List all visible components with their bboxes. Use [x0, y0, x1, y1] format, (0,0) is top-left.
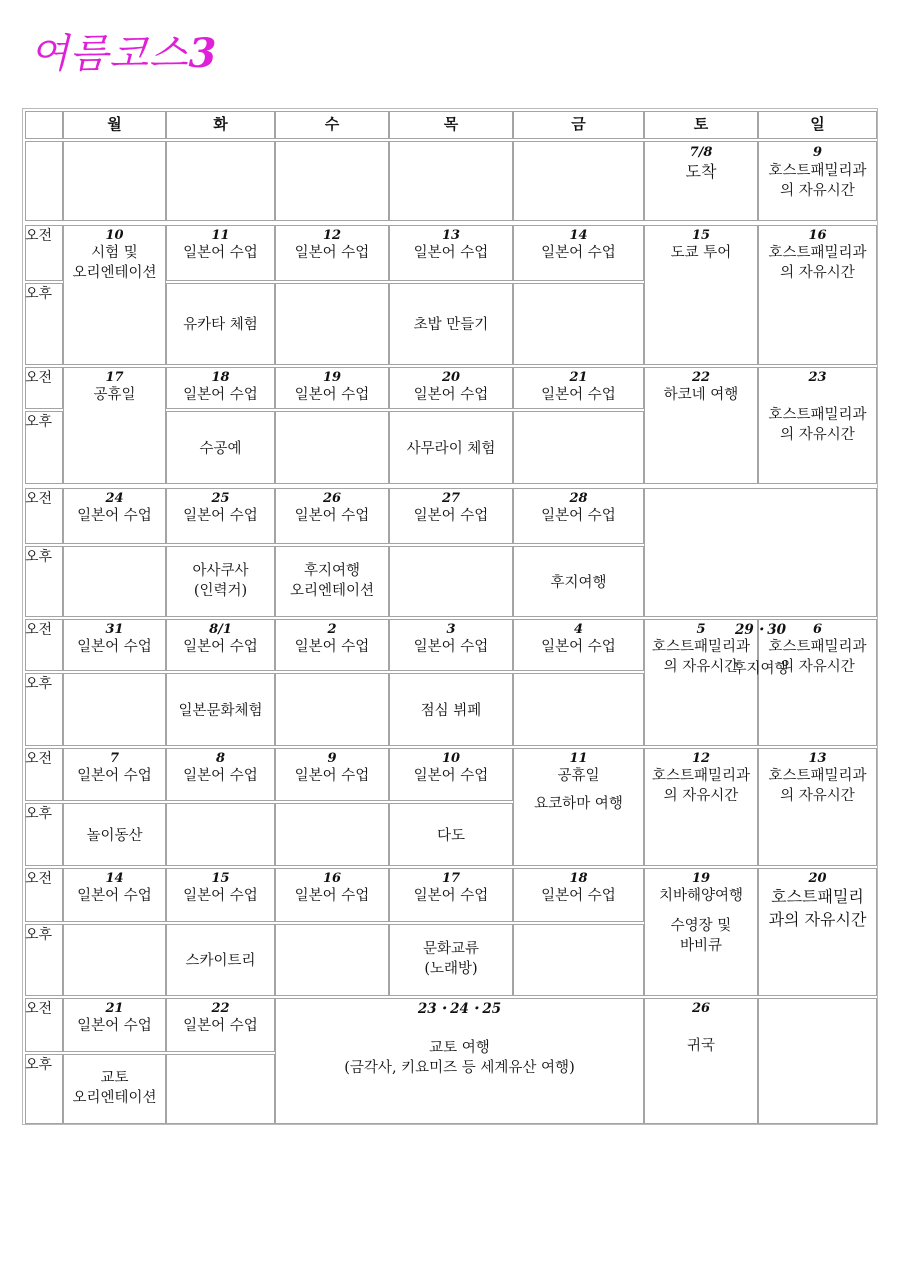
am-label: 오전 — [25, 228, 53, 244]
event-text: 의 자유시간 — [780, 659, 855, 675]
event-text: 점심 뷔페 — [420, 703, 482, 719]
date-label: 22 — [691, 370, 711, 385]
date-label: 25 — [211, 491, 230, 506]
date-label: 19 — [691, 871, 711, 886]
pm-cell — [390, 547, 513, 617]
date-label: 13 — [808, 751, 827, 766]
event-text: 사무라이 체험 — [406, 441, 496, 457]
event-text: 호스트패밀리과 — [768, 245, 867, 261]
event-text: 아사쿠사 — [192, 563, 249, 579]
event-text: 일본어 수업 — [77, 1018, 152, 1034]
date-label: 3 — [446, 622, 456, 637]
event-text: 일본어 수업 — [413, 245, 489, 261]
event-text: 일본어 수업 — [541, 508, 616, 524]
pm-label: 오후 — [25, 676, 53, 692]
event-text: 수공예 — [199, 441, 242, 457]
event-text: 의 자유시간 — [780, 427, 855, 443]
event-text: 시험 및 — [91, 245, 138, 261]
day-cell — [759, 999, 877, 1124]
event-text: 일본어 수업 — [183, 888, 258, 904]
event-text: 일본어 수업 — [183, 768, 258, 784]
date-label: 16 — [322, 871, 342, 886]
event-text: 일본어 수업 — [183, 387, 258, 403]
event-text: 호스트패밀리과 — [768, 768, 867, 784]
pm-cell — [167, 804, 275, 866]
event-text: 일본어 수업 — [294, 245, 370, 261]
date-label: 23・24・25 — [417, 1001, 502, 1017]
pm-cell — [276, 674, 389, 746]
pm-cell — [276, 804, 389, 866]
event-text: 하코네 여행 — [663, 387, 739, 403]
title-text: 여름코스 — [30, 31, 189, 77]
event-text: 일본어 수업 — [294, 639, 370, 655]
event-text: 문화교류 — [422, 941, 480, 957]
date-label: 5 — [696, 622, 706, 637]
event-text: 일본어 수업 — [541, 387, 616, 403]
pm-cell — [514, 674, 644, 746]
event-text: 일본어 수업 — [541, 245, 616, 261]
date-label: 26 — [322, 491, 342, 506]
am-label: 오전 — [25, 1001, 53, 1017]
event-text: 의 자유시간 — [663, 788, 739, 804]
event-text: 일본어 수업 — [294, 768, 370, 784]
event-text: 바비큐 — [679, 938, 723, 954]
day-header: 금 — [571, 115, 586, 133]
event-text: (금각사, 키요미즈 등 세계유산 여행) — [344, 1060, 575, 1076]
date-label: 18 — [569, 871, 588, 886]
pm-cell — [64, 674, 166, 746]
date-label: 10 — [441, 751, 461, 766]
date-label: 15 — [211, 871, 230, 886]
event-text: 일본어 수업 — [541, 888, 616, 904]
pm-label: 오후 — [25, 549, 53, 565]
date-label: 14 — [105, 871, 124, 886]
event-text: 일본문화체험 — [178, 703, 263, 719]
event-text: 후지여행 — [732, 661, 789, 677]
pm-cell — [276, 925, 389, 996]
date-label: 7 — [109, 751, 120, 766]
pm-cell — [276, 412, 389, 484]
event-text: (인력거) — [193, 583, 248, 599]
pm-cell — [167, 1055, 275, 1124]
event-text: 의 자유시간 — [780, 788, 855, 804]
event-text: 후지여행 — [550, 575, 607, 591]
event-text: 일본어 수업 — [183, 1018, 258, 1034]
merged-cell — [645, 489, 877, 617]
date-label: 7/8 — [689, 145, 713, 160]
event-text: 호스트패밀리 — [771, 887, 864, 906]
event-text: 도착 — [685, 162, 717, 181]
event-text: 일본어 수업 — [183, 245, 258, 261]
event-text: 귀국 — [686, 1038, 715, 1054]
am-label: 오전 — [25, 751, 53, 767]
date-label: 13 — [441, 228, 461, 243]
event-text: 일본어 수업 — [294, 387, 370, 403]
event-text: 공휴일 — [557, 768, 600, 784]
day-cell — [64, 142, 166, 221]
date-label: 21 — [105, 1001, 124, 1016]
event-text: 오리엔테이션 — [72, 1090, 157, 1106]
pm-cell — [514, 925, 644, 996]
date-label: 11 — [569, 751, 588, 766]
date-label: 14 — [569, 228, 588, 243]
event-text: 일본어 수업 — [413, 387, 489, 403]
event-text: 의 자유시간 — [780, 265, 855, 281]
day-cell — [390, 142, 513, 221]
header-corner-cell — [26, 112, 63, 139]
event-text: 과의 자유시간 — [768, 910, 867, 929]
event-text: 일본어 수업 — [77, 768, 152, 784]
event-text: 교토 여행 — [429, 1040, 490, 1056]
event-text: 교토 — [100, 1070, 129, 1086]
date-label: 27 — [441, 491, 461, 506]
row-label-cell — [26, 142, 63, 221]
day-cell — [276, 142, 389, 221]
schedule-table — [22, 108, 878, 1125]
day-cell — [514, 142, 644, 221]
pm-cell — [514, 412, 644, 484]
pm-label: 오후 — [25, 806, 53, 822]
date-label: 29・30 — [734, 622, 787, 638]
day-header: 일 — [810, 115, 825, 133]
day-cell — [645, 999, 758, 1124]
event-text: 일본어 수업 — [541, 639, 616, 655]
event-text: 일본어 수업 — [413, 888, 489, 904]
event-text: 호스트패밀리과 — [768, 407, 867, 423]
event-text: 일본어 수업 — [413, 508, 489, 524]
date-label: 17 — [441, 871, 461, 886]
date-label: 28 — [569, 491, 588, 506]
pm-label: 오후 — [25, 1057, 53, 1073]
date-label: 26 — [691, 1001, 711, 1016]
event-text: 호스트패밀리과 — [651, 768, 751, 784]
event-text: 일본어 수업 — [183, 639, 258, 655]
event-text: 호스트패밀리과 — [651, 639, 751, 655]
date-label: 31 — [105, 622, 124, 637]
date-label: 8 — [215, 751, 226, 766]
event-text: 도쿄 투어 — [670, 245, 732, 261]
event-text: 의 자유시간 — [780, 183, 855, 199]
event-text: 놀이동산 — [86, 828, 143, 844]
date-label: 9 — [812, 145, 823, 160]
date-label: 9 — [327, 751, 337, 766]
date-label: 2 — [327, 622, 337, 637]
event-text: 일본어 수업 — [294, 508, 370, 524]
pm-cell — [514, 284, 644, 365]
date-label: 15 — [691, 228, 711, 243]
event-text: 오리엔테이션 — [289, 583, 375, 599]
event-text: 일본어 수업 — [77, 639, 152, 655]
am-label: 오전 — [25, 491, 53, 507]
am-label: 오전 — [25, 871, 53, 887]
date-label: 8/1 — [209, 622, 232, 637]
event-text: 호스트패밀리과 — [768, 639, 867, 655]
title-number: 3 — [188, 30, 218, 77]
date-label: 20 — [808, 871, 827, 886]
pm-cell — [64, 925, 166, 996]
date-label: 10 — [105, 228, 124, 243]
day-header: 화 — [213, 115, 228, 133]
pm-label: 오후 — [25, 414, 53, 430]
event-text: 의 자유시간 — [663, 659, 739, 675]
date-label: 21 — [569, 370, 588, 385]
pm-cell — [64, 547, 166, 617]
event-text: 호스트패밀리과 — [768, 163, 867, 179]
date-label: 23 — [808, 370, 827, 385]
event-text: 일본어 수업 — [77, 508, 152, 524]
event-text: (노래방) — [424, 961, 478, 977]
event-text: 후지여행 — [303, 563, 361, 579]
day-header: 목 — [443, 115, 459, 133]
date-label: 11 — [211, 228, 230, 243]
date-label: 12 — [691, 751, 711, 766]
day-header: 수 — [324, 115, 340, 133]
date-label: 6 — [812, 622, 823, 637]
event-text: 공휴일 — [93, 387, 136, 403]
event-text: 오리엔테이션 — [72, 265, 157, 281]
pm-label: 오후 — [25, 927, 53, 943]
event-text: 스카이트리 — [185, 953, 256, 969]
day-cell — [167, 142, 275, 221]
date-label: 24 — [105, 491, 124, 506]
pm-cell — [276, 284, 389, 365]
am-label: 오전 — [25, 622, 53, 638]
date-label: 12 — [322, 228, 342, 243]
date-label: 18 — [211, 370, 230, 385]
day-header: 토 — [693, 115, 709, 133]
event-text: 일본어 수업 — [77, 888, 152, 904]
date-label: 20 — [441, 370, 461, 385]
day-header: 월 — [107, 115, 122, 133]
page-title — [30, 22, 217, 79]
event-text: 치바해양여행 — [658, 888, 744, 904]
event-text: 일본어 수업 — [183, 508, 258, 524]
date-label: 17 — [105, 370, 124, 385]
event-text: 수영장 및 — [670, 918, 732, 934]
event-text: 일본어 수업 — [413, 768, 489, 784]
date-label: 19 — [322, 370, 342, 385]
am-label: 오전 — [25, 370, 53, 386]
event-text: 요코하마 여행 — [534, 796, 623, 812]
pm-label: 오후 — [25, 286, 53, 302]
event-text: 다도 — [436, 828, 465, 844]
date-label: 4 — [573, 622, 584, 637]
date-label: 22 — [211, 1001, 230, 1016]
event-text: 일본어 수업 — [294, 888, 370, 904]
event-text: 일본어 수업 — [413, 639, 489, 655]
date-label: 16 — [808, 228, 827, 243]
event-text: 유카타 체험 — [183, 317, 258, 333]
event-text: 초밥 만들기 — [413, 317, 489, 333]
